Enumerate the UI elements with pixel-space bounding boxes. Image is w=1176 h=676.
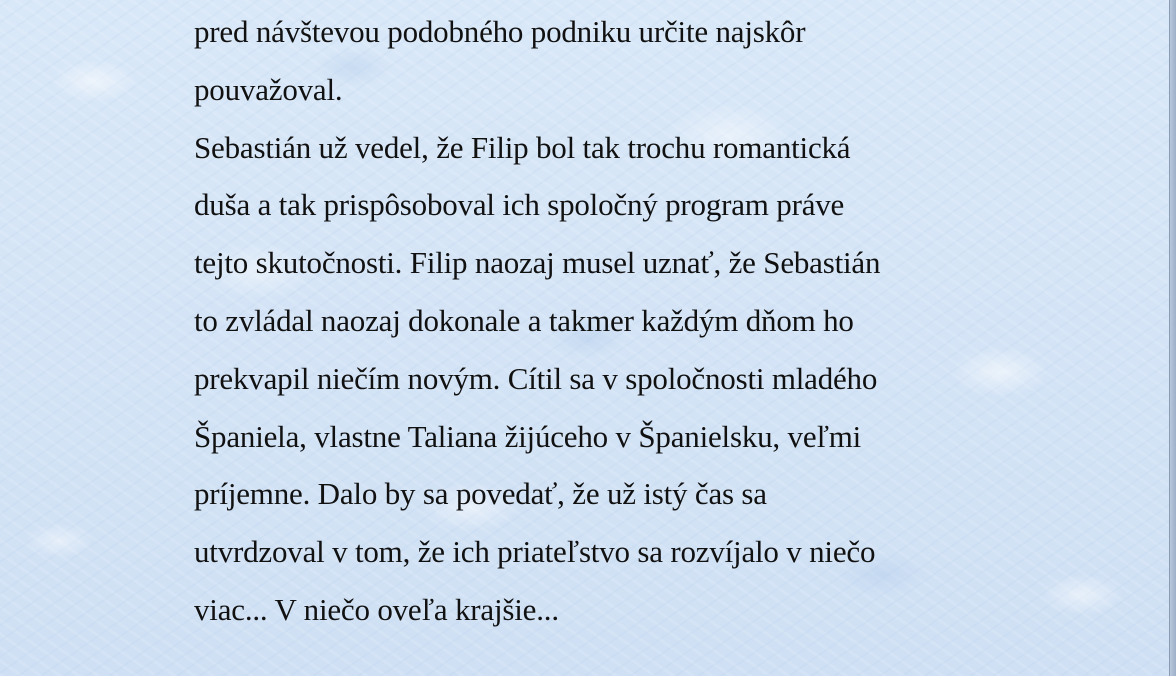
text-line: Španiela, vlastne Taliana žijúceho v Španielsku, veľmi — [194, 418, 862, 454]
text-line: príjemne. Dalo by sa povedať, že už istý čas sa — [194, 476, 767, 512]
text-line: utvrdzoval v tom, že ich priateľstvo sa rozvíjalo v niečo — [194, 534, 876, 570]
text-line: viac... V niečo oveľa krajšie... — [194, 591, 559, 627]
text-line: prekvapil niečím novým. Cítil sa v spoločnosti mladého — [194, 360, 878, 396]
text-line: to zvládal naozaj dokonale a takmer každým dňom ho — [194, 302, 854, 338]
text-line: tejto skutočnosti. Filip naozaj musel uznať, že Sebastián — [194, 245, 881, 281]
text-line: pouvažoval. — [194, 71, 343, 107]
text-line: Sebastián už vedel, že Filip bol tak trochu romantická — [194, 129, 851, 165]
text-line: pred návštevou podobného podniku určite najskôr — [194, 14, 806, 49]
window-scroll-edge[interactable] — [1169, 0, 1176, 676]
text-line: duša a tak prispôsoboval ich spoločný program práve — [194, 187, 845, 223]
story-text — [194, 3, 1014, 639]
